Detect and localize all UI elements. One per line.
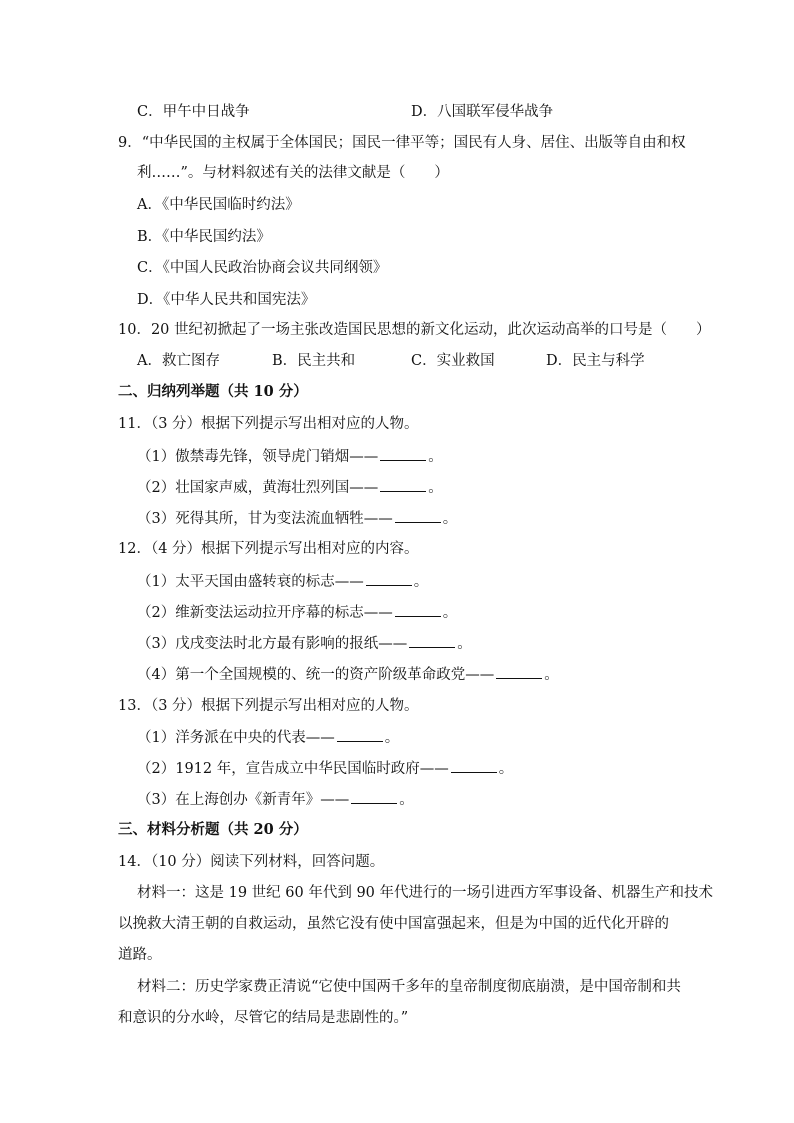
q10-option-a: A．救亡图存 <box>137 353 220 369</box>
answer-blank[interactable] <box>395 602 441 617</box>
answer-blank[interactable] <box>451 758 497 773</box>
q13-item-3: （3）在上海创办《新青年》—— 。 <box>137 789 414 810</box>
section3-title: 三、材料分析题（共 20 分） <box>118 821 308 838</box>
answer-blank[interactable] <box>380 446 426 461</box>
q14-stem: 14．（10 分）阅读下列材料，回答问题。 <box>118 854 385 870</box>
q10-option-d: D．民主与科学 <box>546 353 645 369</box>
q10-stem: 10．20 世纪初掀起了一场主张改造国民思想的新文化运动，此次运动高举的口号是（ ） <box>118 322 711 338</box>
q13-stem: 13．（3 分）根据下列提示写出相对应的人物。 <box>118 698 419 714</box>
q14-material2-line1: 材料二：历史学家费正清说“它使中国两千多年的皇帝制度彻底崩溃，是中国帝制和共 <box>137 979 681 995</box>
answer-blank[interactable] <box>351 789 397 804</box>
q9-option-c: C．《中国人民政治协商会议共同纲领》 <box>137 260 388 276</box>
answer-blank[interactable] <box>409 633 455 648</box>
q14-material1-line2: 以挽救大清王朝的自救运动，虽然它没有使中国富强起来，但是为中国的近代化开辟的 <box>118 916 669 932</box>
q12-item-1: （1）太平天国由盛转衰的标志—— 。 <box>137 571 428 592</box>
q11-stem: 11．（3 分）根据下列提示写出相对应的人物。 <box>118 416 419 432</box>
q12-item-4: （4）第一个全国规模的、统一的资产阶级革命政党—— 。 <box>137 664 559 685</box>
q11-item-1: （1）傲禁毒先锋，领导虎门销烟—— 。 <box>137 446 443 467</box>
q8-option-d: D．八国联军侵华战争 <box>411 104 554 120</box>
q14-material1-line1: 材料一：这是 19 世纪 60 年代到 90 年代进行的一场引进西方军事设备、机器生产和技术 <box>137 885 714 901</box>
q13-item-2: （2）1912 年，宣告成立中华民国临时政府—— 。 <box>137 758 513 779</box>
q9-stem-line1: 9．“中华民国的主权属于全体国民；国民一律平等；国民有人身、居住、出版等自由和权 <box>118 135 686 151</box>
q11-item-2: （2）壮国家声威，黄海壮烈列国—— 。 <box>137 477 443 498</box>
q13-item-1: （1）洋务派在中央的代表—— 。 <box>137 727 399 748</box>
q9-option-b: B．《中华民国约法》 <box>137 229 271 245</box>
answer-blank[interactable] <box>496 664 542 679</box>
q9-option-a: A．《中华民国临时约法》 <box>137 197 300 213</box>
q9-option-d: D．《中华人民共和国宪法》 <box>137 292 316 308</box>
section2-title: 二、归纳列举题（共 10 分） <box>118 383 308 400</box>
q12-stem: 12．（4 分）根据下列提示写出相对应的内容。 <box>118 541 419 557</box>
q14-material2-line2: 和意识的分水岭，尽管它的结局是悲剧性的。” <box>118 1010 409 1026</box>
q11-item-3: （3）死得其所，甘为变法流血牺牲—— 。 <box>137 508 457 529</box>
q8-option-c: C．甲午中日战争 <box>137 104 250 120</box>
q12-item-2: （2）维新变法运动拉开序幕的标志—— 。 <box>137 602 457 623</box>
q9-stem-line2: 利……”。与材料叙述有关的法律文献是（ ） <box>137 165 449 181</box>
q10-option-c: C．实业救国 <box>411 353 495 369</box>
q12-item-3: （3）戊戌变法时北方最有影响的报纸—— 。 <box>137 633 472 654</box>
q10-option-b: B．民主共和 <box>272 353 356 369</box>
q14-material1-line3: 道路。 <box>118 947 162 963</box>
answer-blank[interactable] <box>395 508 441 523</box>
answer-blank[interactable] <box>380 477 426 492</box>
answer-blank[interactable] <box>337 727 383 742</box>
answer-blank[interactable] <box>366 571 412 586</box>
